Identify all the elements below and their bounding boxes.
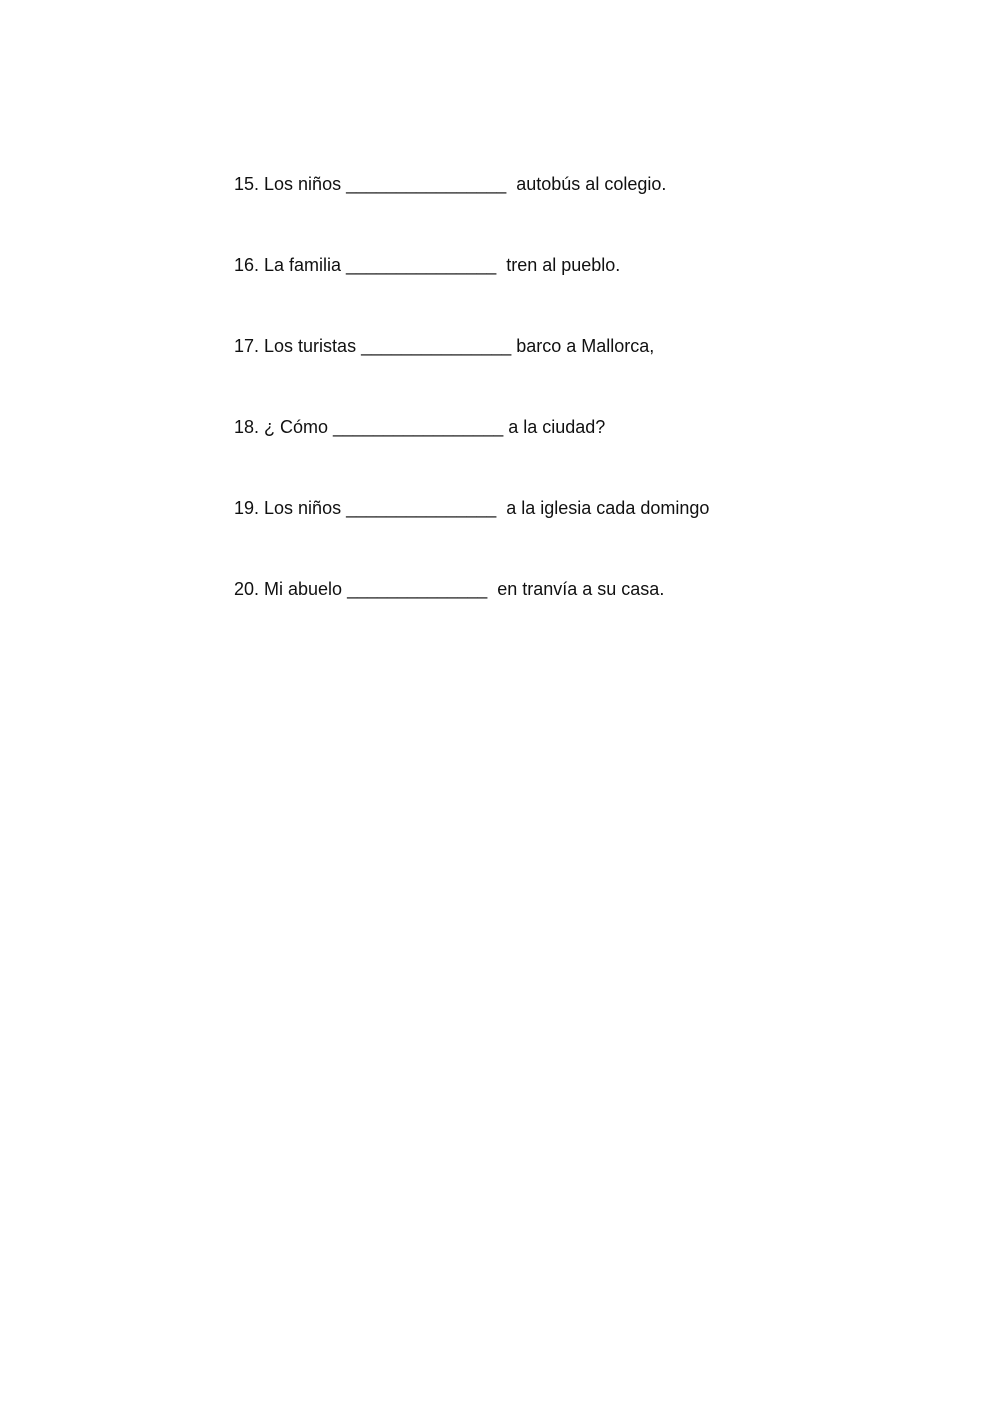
exercise-item-16: 16. La familia _______________ tren al pueblo. <box>234 255 621 275</box>
exercise-item-19: 19. Los niños _______________ a la iglesia cada domingo <box>234 498 710 518</box>
exercise-item-18: 18. ¿ Cómo _________________ a la ciudad? <box>234 417 606 437</box>
exercise-list <box>234 172 834 658</box>
exercise-item-15: 15. Los niños ________________ autobús al colegio. <box>234 174 667 194</box>
exercise-item-20: 20. Mi abuelo ______________ en tranvía a su casa. <box>234 579 665 599</box>
exercise-item-17: 17. Los turistas _______________ barco a Mallorca, <box>234 336 655 356</box>
